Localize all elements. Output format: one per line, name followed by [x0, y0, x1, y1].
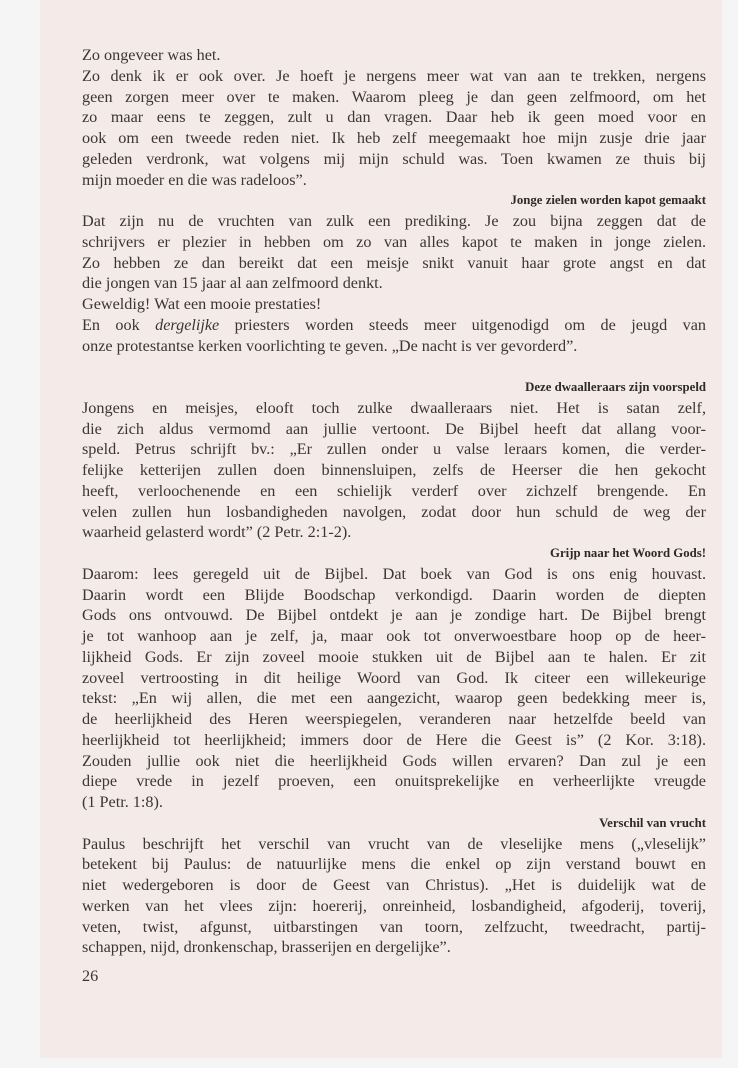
- text-line: veten, twist, afgunst, uitbarstingen van toorn, zelfzucht, tweedracht, partij-: [82, 917, 706, 936]
- text-line: heerlijkheid tot heerlijkheid; immers door de Here die Geest is” (2 Kor. 3:18).: [82, 730, 706, 749]
- text-line: diepe vrede in jezelf proeven, een onuitsprekelijke en verheerlijkte vreugde: [82, 772, 706, 791]
- paragraph: [82, 66, 706, 191]
- text-line: ook om een tweede reden niet. Ik heb zelf meegemaakt hoe mijn zusje drie jaar: [82, 129, 706, 147]
- text-line: die jongen van 15 jaar al aan zelfmoord denkt.: [82, 274, 383, 293]
- text-line: Zo hebben ze dan bereikt dat een meisje snikt vanuit haar grote angst en dat: [82, 253, 706, 272]
- text-line: schappen, nijd, dronkenschap, brasserijen en dergelijke”.: [82, 938, 451, 957]
- text-line: Jongens en meisjes, elooft toch zulke dwaalleraars niet. Het is satan zelf,: [82, 398, 706, 417]
- text-line: je tot wanhoop aan je zelf, ja, maar ook tot onverwoestbare hoop op de heer-: [82, 627, 706, 645]
- text-line: tekst: „En wij allen, die met een aangezicht, waarop geen bedekking meer is,: [82, 689, 706, 708]
- text-line: speld. Petrus schrijft bv.: „Er zullen onder u valse leraars komen, die verder-: [82, 440, 706, 459]
- page-text: [82, 45, 706, 986]
- text-line: Gods ons ontvouwd. De Bijbel ontdekt je aan je zondige hart. De Bijbel brengt: [82, 606, 706, 625]
- text-line: Zouden jullie ook niet die heerlijkheid Gods willen ervaren? Dan zul je een: [82, 751, 706, 770]
- text-line: schrijvers er plezier in hebben om zo van alles kapot te maken in jonge zielen.: [82, 232, 706, 251]
- text-line: zo maar eens te zeggen, zult u dan vragen. Daar heb ik geen moed voor en: [82, 108, 706, 127]
- section-heading: Grijp naar het Woord Gods!: [550, 546, 706, 560]
- text-line: En ook dergelijke priesters worden steeds meer uitgenodigd om de jeugd van: [82, 315, 707, 334]
- section-heading: Jonge zielen worden kapot gemaakt: [510, 193, 706, 208]
- section-heading: Verschil van vrucht: [599, 815, 706, 830]
- text-line: Zo ongeveer was het.: [82, 46, 221, 64]
- text-line: Daarin wordt een Blijde Boodschap verkondigd. Daarin worden de diepten: [82, 585, 706, 604]
- text-line: onze protestantse kerken voorlichting te geven. „De nacht is ver gevorderd”.: [82, 336, 578, 355]
- text-line: geen zorgen meer over te maken. Waarom pleeg je dan geen zelfmoord, om het: [82, 87, 706, 106]
- text-line: felijke ketterijen zullen doen binnensluipen, zelfs de Heerser die hen gekocht: [82, 461, 706, 479]
- page-number: 26: [82, 967, 99, 985]
- text-line: (1 Petr. 1:8).: [82, 793, 163, 811]
- text-line: werken van het vlees zijn: hoererij, onreinheid, losbandigheid, afgoderij, toverij,: [82, 896, 706, 915]
- text-line: zoveel vertroosting in dit heilige Woord van God. Ik citeer een willekeurige: [82, 668, 706, 687]
- section-heading: Deze dwaalleraars zijn voorspeld: [525, 380, 706, 394]
- paragraph: [82, 211, 706, 294]
- text-line: Zo denk ik er ook over. Je hoeft je nergens meer wat van aan te trekken, nergens: [82, 66, 706, 85]
- text-line: mijn moeder en die was radeloos”.: [82, 170, 307, 189]
- text-line: niet wedergeboren is door de Geest van Christus). „Het is duidelijk wat de: [82, 876, 706, 894]
- blank-line: [82, 356, 706, 377]
- text-line: Daarom: lees geregeld uit de Bijbel. Dat boek van God is ons enig houvast.: [82, 564, 706, 583]
- text-line: geleden verdronk, wat volgens mij mijn schuld was. Toen kwamen ze thuis bij: [82, 149, 706, 168]
- paragraph: [82, 564, 706, 813]
- paragraph: [82, 315, 706, 357]
- paragraph: [82, 398, 706, 543]
- text-line: Dat zijn nu de vruchten van zulk een prediking. Je zou bijna zeggen dat de: [82, 212, 706, 230]
- text-line: Paulus beschrijft het verschil van vrucht van de vleselijke mens („vleselijk”: [82, 834, 706, 853]
- book-page: [40, 0, 722, 1058]
- text-line: Geweldig! Wat een mooie prestaties!: [82, 295, 322, 313]
- text-line: lijkheid Gods. Er zijn zoveel mooie stukken uit de Bijbel aan te halen. Er zit: [82, 647, 706, 666]
- text-line: velen zullen hun losbandigheden navolgen, zodat door hun schuld de weg der: [82, 502, 706, 521]
- paragraph: [82, 45, 706, 66]
- text-line: waarheid gelasterd wordt” (2 Petr. 2:1-2).: [82, 523, 352, 542]
- text-line: betekent bij Paulus: de natuurlijke mens die enkel op zijn verstand bouwt en: [82, 855, 706, 874]
- paragraph: [82, 294, 706, 315]
- text-line: die zich aldus vermomd aan jullie vertoont. De Bijbel heeft dat allang voor-: [82, 419, 706, 438]
- paragraph: [82, 834, 706, 959]
- text-line: de heerlijkheid des Heren weerspiegelen, veranderen naar hetzelfde beeld van: [82, 710, 706, 728]
- text-line: heeft, verloochenende en een schielijk verderf over zichzelf brengende. En: [82, 481, 706, 500]
